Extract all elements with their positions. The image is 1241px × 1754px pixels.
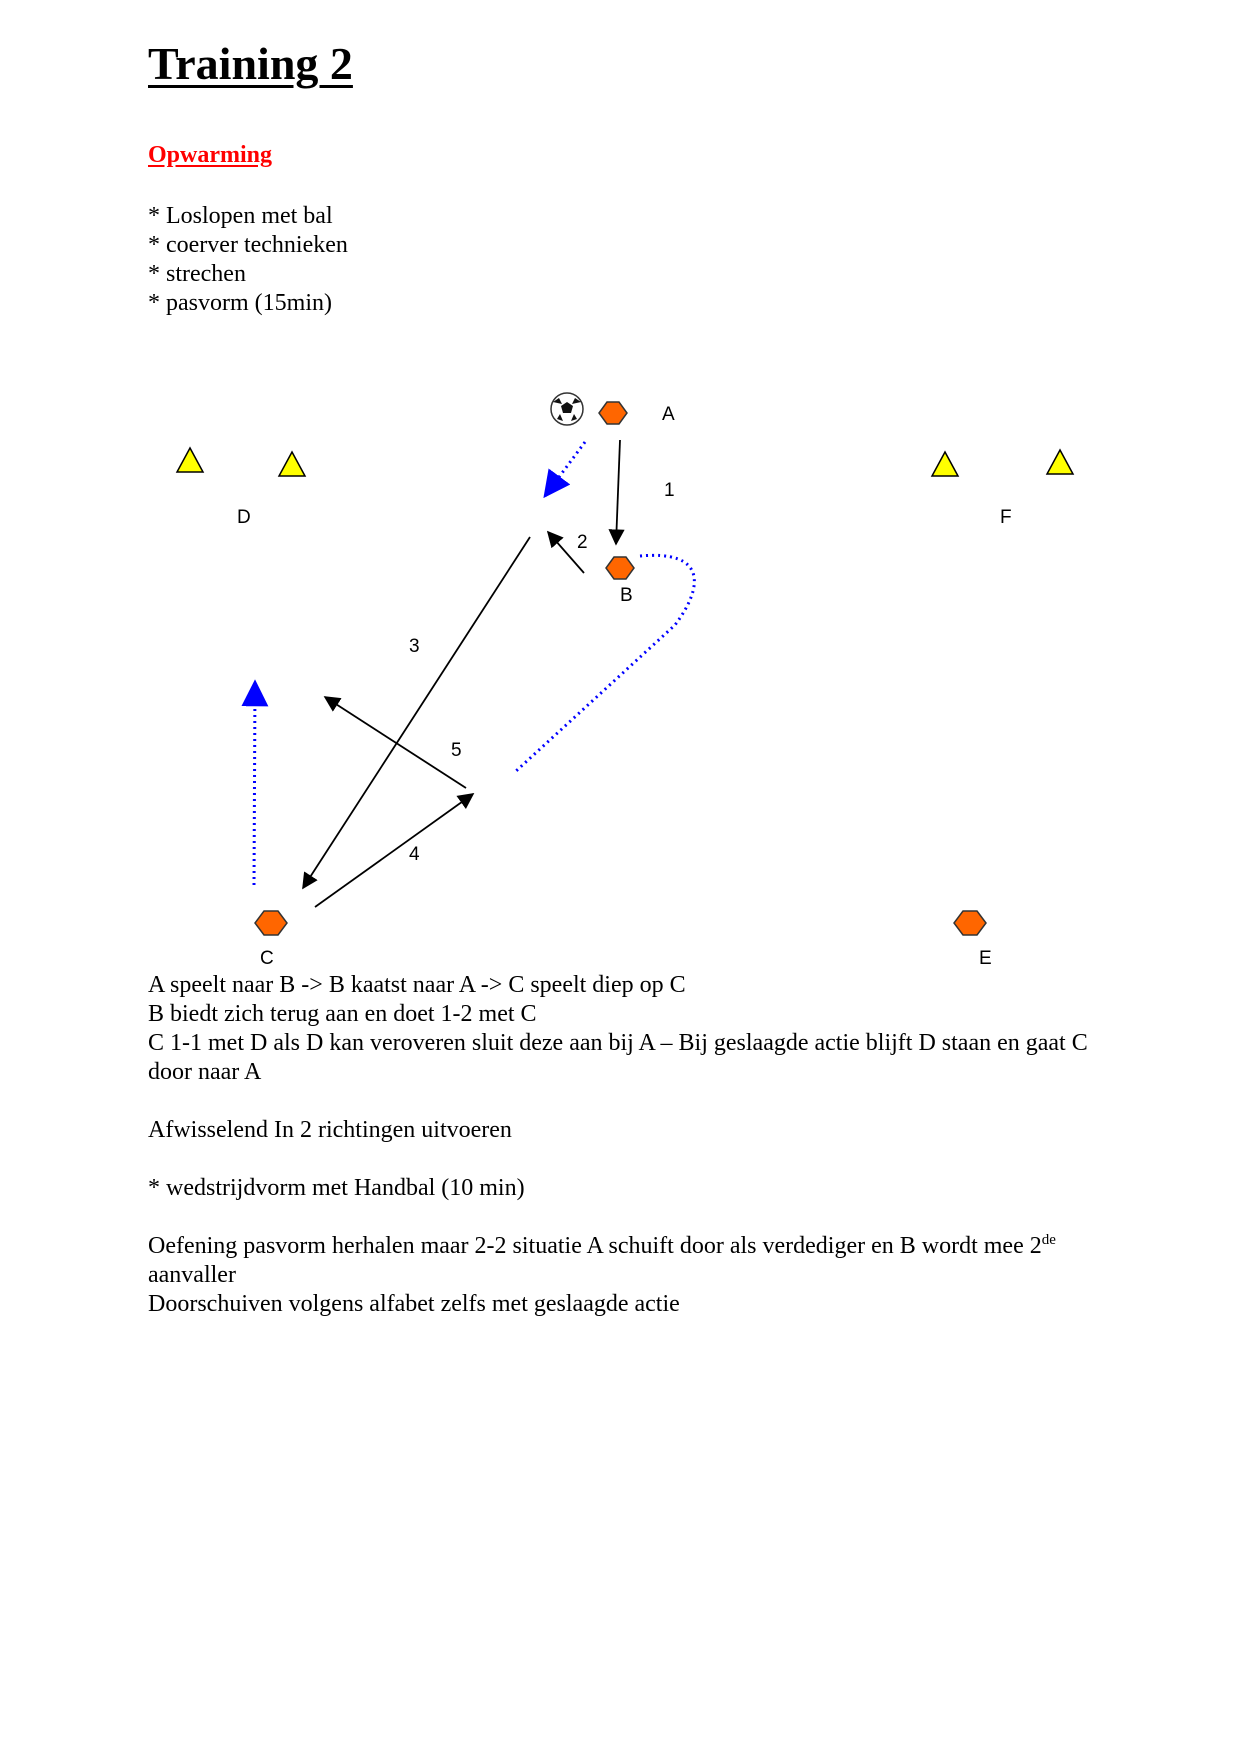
- description-line: A speelt naar B -> B kaatst naar A -> C speelt diep op C: [148, 972, 686, 998]
- drill-diagram: [0, 380, 1241, 970]
- repeat-exercise: [148, 1232, 1128, 1319]
- list-item: * strechen: [148, 261, 246, 287]
- warmup-list: [148, 202, 348, 318]
- label-c: C: [260, 948, 274, 969]
- marker-cone-f-right: [1047, 450, 1073, 474]
- section-heading-warmup: Opwarming: [148, 142, 273, 168]
- run-path-b: [515, 555, 694, 772]
- label-d: D: [237, 507, 251, 528]
- ordinal-suffix: de: [1041, 1232, 1056, 1248]
- label-f: F: [1000, 507, 1012, 528]
- list-item: * Loslopen met bal: [148, 203, 333, 229]
- game-form-text: * wedstrijdvorm met Handbal (10 min): [148, 1175, 525, 1201]
- drill-description: [148, 971, 1128, 1087]
- step-number-4: 4: [409, 844, 420, 865]
- repeat-text: [148, 1232, 1128, 1290]
- player-e-cone: [954, 911, 986, 935]
- marker-cone-d-left: [177, 448, 203, 472]
- pass-arrow-4: [315, 794, 473, 907]
- label-b: B: [620, 585, 633, 606]
- list-item: * coerver technieken: [148, 232, 348, 258]
- list-item: * pasvorm (15min): [148, 290, 332, 316]
- player-b-cone: [606, 557, 634, 579]
- player-a-cone: [599, 402, 627, 424]
- repeat-text-main: Oefening pasvorm herhalen maar 2-2 situatie A schuift door als verdediger en B wordt mee 2: [148, 1233, 1042, 1259]
- pass-arrow-1: [616, 440, 620, 544]
- marker-cone-d-right: [279, 452, 305, 476]
- step-number-5: 5: [451, 740, 462, 761]
- alternate-text: Afwisselend In 2 richtingen uitvoeren: [148, 1117, 512, 1143]
- label-a: A: [662, 404, 675, 425]
- step-number-1: 1: [664, 480, 675, 501]
- player-c-cone: [255, 911, 287, 935]
- label-e: E: [979, 948, 992, 969]
- run-arrow-a: [545, 442, 585, 496]
- pass-arrow-5: [325, 697, 466, 788]
- page-title: Training 2: [148, 38, 353, 89]
- step-number-3: 3: [409, 636, 420, 657]
- description-line: B biedt zich terug aan en doet 1-2 met C: [148, 1001, 537, 1027]
- rotate-text: Doorschuiven volgens alfabet zelfs met geslaagde actie: [148, 1291, 680, 1317]
- step-number-2: 2: [577, 532, 588, 553]
- repeat-text-tail: aanvaller: [148, 1262, 236, 1288]
- description-line: C 1-1 met D als D kan veroveren sluit deze aan bij A – Bij geslaagde actie blijft D staan en gaat C door naar A: [148, 1030, 1088, 1085]
- marker-cone-f-left: [932, 452, 958, 476]
- run-arrow-c: [254, 682, 255, 885]
- soccer-ball-icon: [551, 393, 583, 425]
